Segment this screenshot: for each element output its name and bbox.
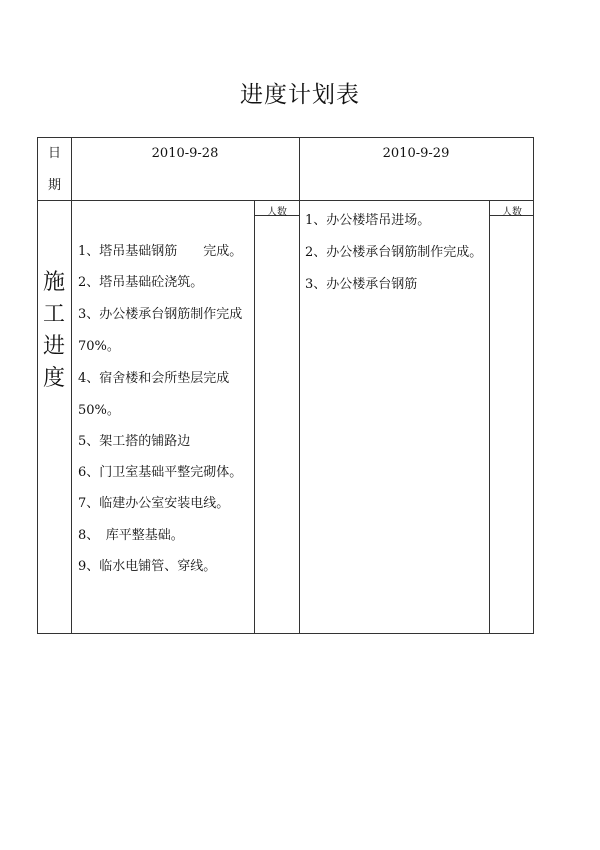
section-label-char-2: 工: [42, 302, 65, 327]
date-label-char-1: 日: [48, 146, 62, 161]
date-label-char-2: 期: [48, 178, 62, 193]
day1-item-8: 8、 库平整基础。: [78, 528, 184, 543]
count-column-divider-2: [489, 200, 490, 634]
day1-item-3: 3、办公楼承台钢筋制作完成: [78, 307, 243, 322]
day2-item-3: 3、办公楼承台钢筋: [305, 277, 418, 292]
day1-item-4-cont: 50%。: [78, 403, 120, 418]
section-label-char-1: 施: [42, 270, 65, 295]
day1-item-3-cont: 70%。: [78, 339, 120, 354]
day1-item-7: 7、临建办公室安装电线。: [78, 496, 230, 511]
day1-item-9: 9、临水电铺管、穿线。: [78, 559, 217, 574]
date-day-1: 2010-9-28: [151, 146, 219, 161]
count-header-day-1: 人数: [267, 207, 287, 218]
label-column-divider: [71, 137, 72, 634]
day1-item-6: 6、门卫室基础平整完砌体。: [78, 465, 243, 480]
day2-item-2: 2、办公楼承台钢筋制作完成。: [305, 245, 483, 260]
day1-item-5: 5、架工搭的铺路边: [78, 434, 191, 449]
day-column-divider: [299, 137, 300, 634]
day2-item-1: 1、办公楼塔吊进场。: [305, 213, 431, 228]
page-title: 进度计划表: [240, 82, 360, 108]
progress-table: [37, 137, 534, 634]
table-border-bottom: [37, 633, 534, 634]
table-divider-header: [37, 200, 534, 201]
count-column-divider-1: [254, 200, 255, 634]
count-header-day-2: 人数: [502, 207, 522, 218]
date-day-2: 2010-9-29: [382, 146, 450, 161]
day1-item-2: 2、塔吊基础砼浇筑。: [78, 275, 204, 290]
table-border-top: [37, 137, 534, 138]
day1-item-1: 1、塔吊基础钢筋 完成。: [78, 244, 243, 259]
section-label-char-3: 进: [42, 334, 65, 359]
day1-item-4: 4、宿舍楼和会所垫层完成: [78, 371, 230, 386]
section-label-char-4: 度: [42, 366, 65, 391]
